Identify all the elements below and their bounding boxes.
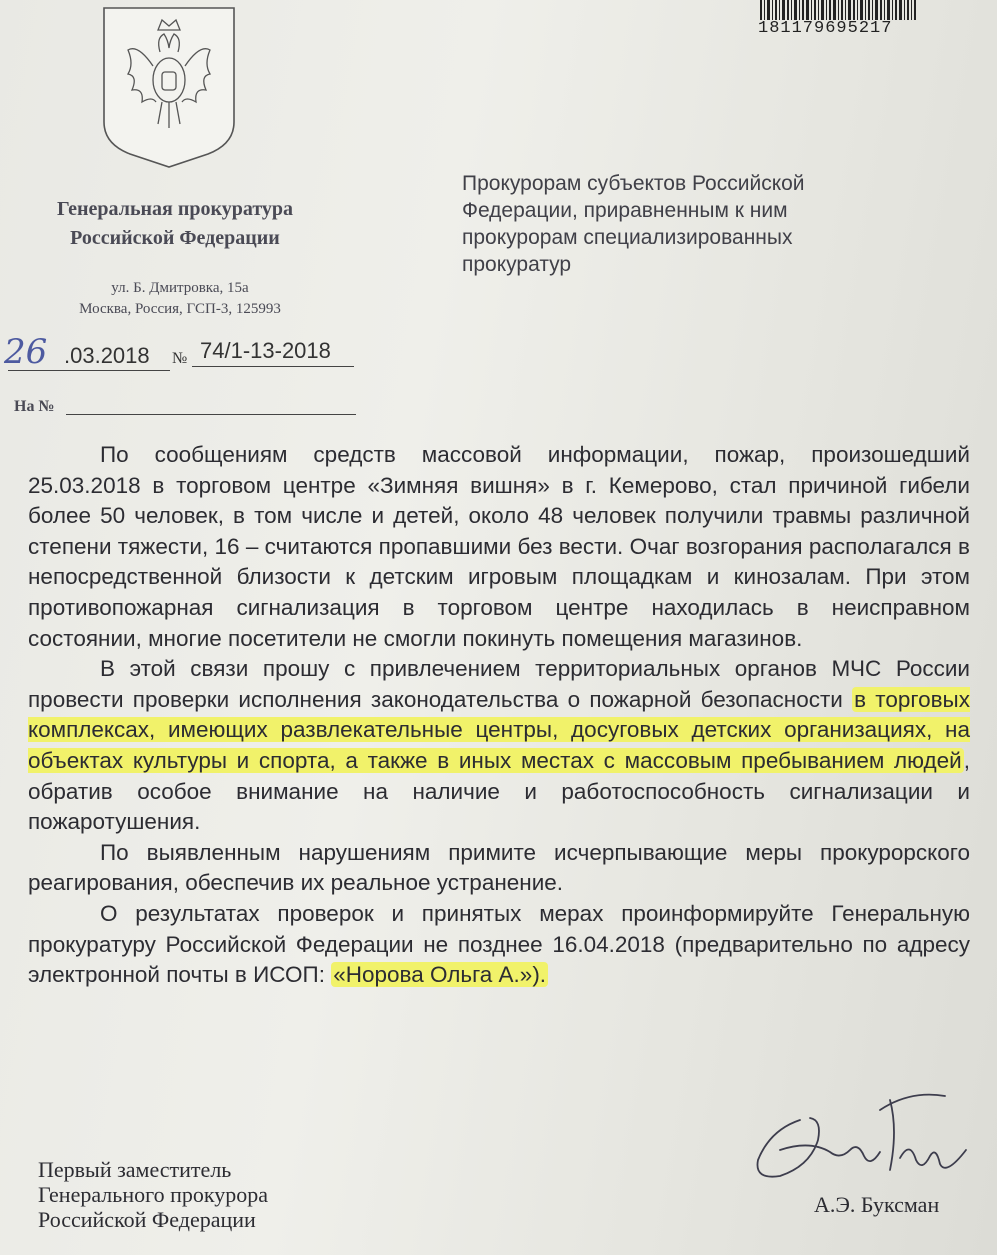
org-line-2: Российской Федерации	[70, 227, 280, 249]
handwritten-signature	[740, 1080, 980, 1190]
coat-of-arms-emblem	[98, 4, 240, 169]
highlighted-text-venues: в торговых комплексах, имеющих развлекательные центры, досуговых детских организациях, на объектах культуры и спорта, а также в иных местах с массовым пребыванием людей	[28, 686, 970, 773]
paragraph-1: По сообщениям средств массовой информации, пожар, произошедший 25.03.2018 в торговом центре «Зимняя вишня» в г. Кемерово, стал причиной гибели более 50 человек, в том числе и детей, около 48 человек получили травмы различной степени тяжести, 16 – считаются пропавшими без вести. Очаг возгорания располагался в непосредственной близости к детским игровым площадкам и кинозалам. При этом противопожарная сигнализация в торговом центре находилась в неисправном состоянии, многие посетители не смогли покинуть помещения магазинов.	[28, 442, 970, 651]
paragraph-4-start: О результатах проверок и принятых мерах проинформируйте Генеральную прокуратуру Российской Федерации не позднее 16.04.2018 (предварительно по адресу электронной почты в ИСОП:	[28, 900, 970, 988]
recipient-line-1: Прокурорам субъектов Российской	[462, 172, 805, 195]
number-sign: №	[172, 350, 188, 367]
highlighted-text-contact: «Норова Ольга А.»).	[333, 962, 547, 988]
org-line-1: Генеральная прокуратура	[56, 198, 294, 220]
reference-label: На №	[14, 398, 55, 415]
recipient-line-3: прокурорам специализированных	[462, 226, 793, 249]
signer-title-line-1: Первый заместитель	[38, 1157, 232, 1182]
paragraph-2	[28, 654, 970, 838]
organization-name	[20, 195, 330, 253]
address-line-2: Москва, Россия, ГСП-3, 125993	[79, 301, 281, 317]
recipient-block	[462, 170, 892, 278]
barcode	[758, 0, 918, 40]
signer-title	[38, 1157, 398, 1232]
organization-address	[40, 278, 320, 320]
recipient-line-4: прокуратур	[462, 253, 572, 276]
signer-title-line-3: Российской Федерации	[38, 1207, 256, 1232]
paragraph-3: По выявленным нарушениям примите исчерпывающие меры прокурорского реагирования, обеспечив их реальное устранение.	[28, 839, 970, 896]
paragraph-4	[28, 899, 970, 991]
barcode-number: 181179695217	[758, 19, 893, 38]
paragraph-2-end: , обратив особое внимание на наличие и работоспособность сигнализации и пожаротушения.	[28, 747, 970, 835]
number-underline	[192, 366, 354, 367]
date-printed: .03.2018	[64, 343, 150, 368]
letter-body	[28, 440, 970, 991]
outgoing-number: 74/1-13-2018	[200, 338, 331, 363]
reference-underline	[66, 414, 356, 415]
handwritten-day: 26	[4, 332, 48, 372]
signer-name: А.Э. Буксман	[814, 1192, 940, 1217]
barcode-bars	[758, 0, 918, 20]
signer-title-line-2: Генерального прокурора	[38, 1182, 268, 1207]
paragraph-2-start: В этой связи прошу с привлечением территориальных органов МЧС России провести проверки исполнения законодательства о пожарной безопасности	[28, 656, 970, 712]
recipient-line-2: Федерации, приравненным к ним	[462, 199, 788, 222]
registration-line	[0, 332, 360, 376]
date-underline	[8, 370, 170, 371]
address-line-1: ул. Б. Дмитровка, 15а	[111, 280, 249, 296]
